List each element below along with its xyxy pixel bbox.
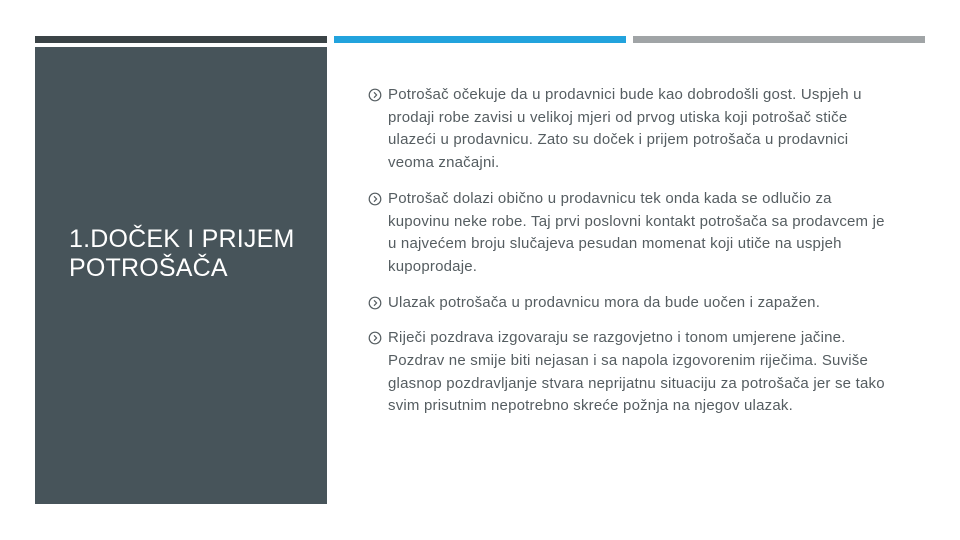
bullet-item	[368, 84, 888, 175]
slide-title: 1.DOČEK I PRIJEM POTROŠAČA	[69, 225, 295, 282]
bullet-list	[368, 84, 888, 431]
bullet-item	[368, 292, 888, 315]
circle-chevron-right-icon	[368, 192, 382, 206]
top-accent-bar-dark	[35, 36, 327, 43]
bullet-text: Potrošač dolazi obično u prodavnicu tek onda kada se odlučio za kupovinu neke robe. Taj prvi poslovni kontakt potrošača sa prodavcem je u najvećem broju slučajeva pesudan momenat koji utiče na uspjeh kupoprodaje.	[388, 189, 885, 275]
top-accent-bar-blue	[334, 36, 626, 43]
bullet-item	[368, 327, 888, 418]
bullet-text: Riječi pozdrava izgovaraju se razgovjetno i tonom umjerene jačine. Pozdrav ne smije biti nejasan i sa napola izgovorenim riječima. Suviše glasnop pozdravljanje stvara neprijatnu situaciju za potrošača jer se tako svim prisutnim nepotrebno skreće požnja na njegov ulazak.	[388, 329, 885, 415]
top-accent-bar-gray	[633, 36, 925, 43]
bullet-text: Ulazak potrošača u prodavnicu mora da bude uočen i zapažen.	[388, 293, 821, 311]
circle-chevron-right-icon	[368, 296, 382, 310]
bullet-item	[368, 188, 888, 279]
circle-chevron-right-icon	[368, 331, 382, 345]
circle-chevron-right-icon	[368, 88, 382, 102]
bullet-text: Potrošač očekuje da u prodavnici bude kao dobrodošli gost. Uspjeh u prodaji robe zavisi u velikoj mjeri od prvog utiska koji potrošač stiče ulazeći u prodavnicu. Zato su doček i prijem potrošača u prodavnici veoma značajni.	[388, 86, 862, 172]
title-panel	[35, 47, 327, 504]
